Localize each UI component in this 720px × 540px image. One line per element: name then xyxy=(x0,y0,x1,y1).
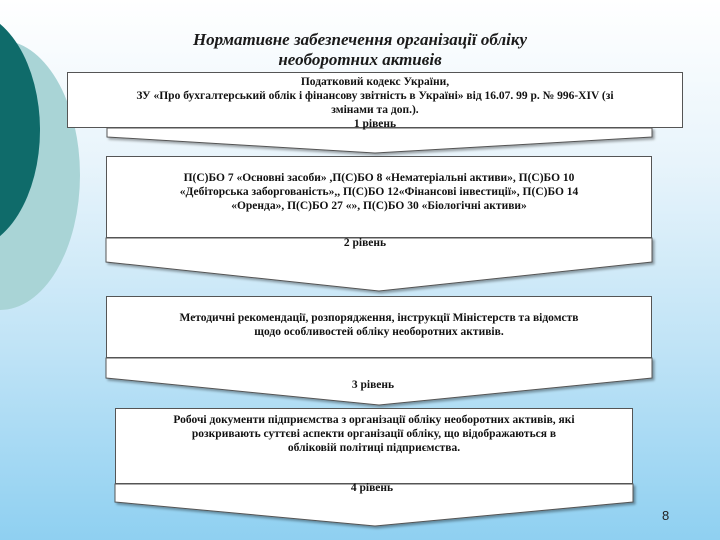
level-1-label: 1 рівень xyxy=(353,118,397,130)
level-4-line-3: обліковій політиці підприємства. xyxy=(287,442,461,454)
level-3-box xyxy=(106,296,652,358)
level-2-line-1: П(С)БО 7 «Основні засоби» ,П(С)БО 8 «Нематеріальні активи», П(С)БО 10 xyxy=(183,172,575,184)
page-number: 8 xyxy=(662,508,670,523)
level-4-line-2: розкривають суттєві аспекти організації обліку, що відображаються в xyxy=(191,428,557,440)
level-2-line-3: «Оренда», П(С)БО 27 «», П(С)БО 30 «Біологічні активи» xyxy=(231,200,527,212)
level-1-box xyxy=(67,72,683,128)
level-3-line-1: Методичні рекомендації, розпорядження, інструкції Міністерств та відомств xyxy=(179,312,579,324)
level-4-box xyxy=(115,408,633,484)
level-1-line-1: Податковий кодекс України, xyxy=(300,76,450,88)
level-3-label: 3 рівень xyxy=(351,379,395,391)
level-4-label: 4 рівень xyxy=(350,482,394,494)
level-4-line-1: Робочі документи підприємства з організації обліку необоротних активів, які xyxy=(173,414,575,426)
level-1-line-3: змінами та доп.). xyxy=(331,104,419,116)
title-line-1: Нормативне забезпечення організації обліку xyxy=(192,30,528,49)
title-line-2: необоротних активів xyxy=(278,50,442,69)
level-1-line-2: ЗУ «Про бухгалтерський облік і фінансову звітність в Україні» від 16.07. 99 р. № 996-XIV (зі xyxy=(136,90,614,102)
arrow-level-1 xyxy=(107,128,652,153)
level-2-label: 2 рівень xyxy=(343,237,387,249)
level-3-line-2: щодо особливостей обліку необоротних активів. xyxy=(254,326,504,338)
level-2-line-2: «Дебіторська заборгованість»,, П(С)БО 12«Фінансові інвестиції», П(С)БО 14 xyxy=(179,186,579,198)
level-2-box xyxy=(106,156,652,238)
